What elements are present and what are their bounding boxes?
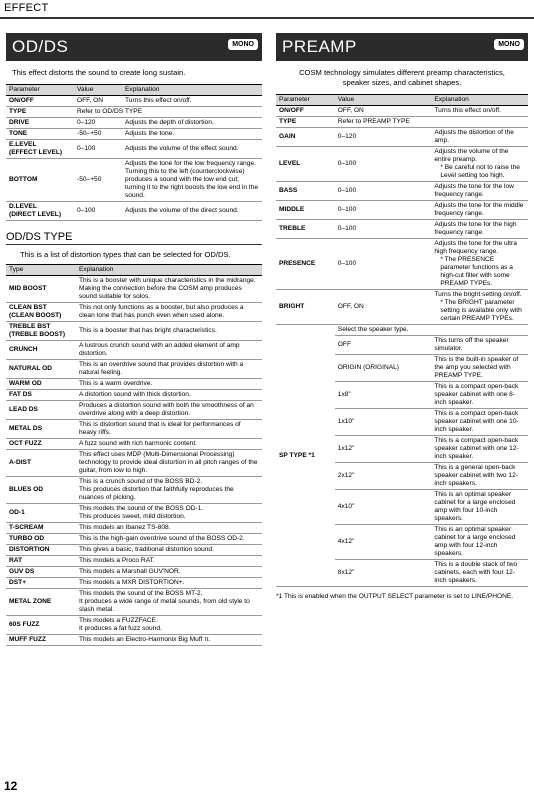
- type-label: TURBO OD: [9, 535, 45, 542]
- explanation-text: This is a booster that has bright characteristics.: [79, 327, 217, 334]
- explanation-text: This is a compact open-back speaker cabinet with one 8-inch speaker.: [434, 383, 519, 406]
- type-label: BLUES OD: [9, 486, 44, 493]
- parameter-label: PRESENCE: [279, 260, 316, 267]
- table-row: [276, 325, 528, 336]
- column-header: Explanation: [431, 95, 528, 106]
- parameter-name: [6, 129, 74, 140]
- type-name: [6, 589, 76, 616]
- type-label: OCT FUZZ: [9, 440, 42, 447]
- table-row: [276, 147, 528, 182]
- page-number: 12: [4, 779, 18, 793]
- odds-type-intro: This is a list of distortion types that can be selected for OD/DS.: [20, 250, 231, 259]
- type-label: A-DIST: [9, 459, 31, 466]
- type-label: RAT: [9, 557, 23, 564]
- value-cell: 0–100: [74, 140, 122, 159]
- type-label: WARM OD: [9, 380, 42, 387]
- explanation-text: This is the high-gain overdrive sound of the BOSS OD-2.: [79, 535, 245, 542]
- explanation-cell: [76, 303, 262, 322]
- explanation-text-extra: This produces distortion that faithfully reproduces the nuances of picking.: [79, 486, 234, 501]
- explanation-text: This is a general open-back speaker cabinet with two 12-inch speakers.: [434, 464, 518, 487]
- value-cell: 0–100: [335, 182, 432, 201]
- preamp-parameter-table: [276, 94, 528, 587]
- parameter-name: SP TYPE *1: [276, 325, 335, 587]
- explanation-text: This is a compact open-back speaker cabinet with one 10-inch speaker.: [434, 410, 519, 433]
- type-label: GUV DS: [9, 568, 35, 575]
- type-label: LEAD DS: [9, 406, 38, 413]
- explanation-text: Turns this effect on/off.: [125, 97, 192, 104]
- explanation-text: This is a double stack of two cabinets, each with four 12-inch speakers.: [434, 561, 518, 584]
- explanation-cell: [122, 118, 262, 129]
- parameter-label: TREBLE: [279, 225, 306, 232]
- table-row: [276, 220, 528, 239]
- parameter-label: LEVEL: [279, 160, 301, 167]
- explanation-text: Turns the bright setting on/off.: [434, 291, 522, 298]
- type-label-alt: (TREBLE BOOST): [9, 331, 66, 338]
- type-name: [6, 379, 76, 390]
- type-name: [6, 401, 76, 420]
- table-row: [6, 322, 262, 341]
- table-row: [276, 290, 528, 325]
- section-label: EFFECT: [4, 2, 49, 14]
- type-name: [6, 616, 76, 635]
- explanation-text: Turns this effect on/off.: [434, 107, 501, 114]
- explanation-text: Adjusts the tone for the high frequency range.: [434, 221, 517, 236]
- type-label: DST+: [9, 579, 27, 586]
- explanation-cell: [76, 556, 262, 567]
- parameter-name: [6, 159, 74, 202]
- type-name: [6, 556, 76, 567]
- value-cell: 1x8": [335, 382, 432, 409]
- odds-title: OD/DS: [12, 37, 69, 56]
- parameter-label: ON/OFF: [279, 107, 304, 114]
- explanation-cell: [431, 560, 528, 587]
- type-name: [6, 420, 76, 439]
- explanation-cell: [76, 616, 262, 635]
- explanation-text: Adjusts the tone for the low frequency range. Turning this to the left (counterclockwise) produces a sound with the low end cut; turning it to the right boosts the low end in the sound.: [125, 160, 259, 199]
- explanation-text-extra: It produces a fat fuzz sound.: [79, 625, 162, 632]
- explanation-note: * The BRIGHT parameter setting is available only with certain PREAMP TYPEs.: [440, 299, 522, 322]
- table-row: [276, 182, 528, 201]
- table-row: [6, 159, 262, 202]
- explanation-text: This models the sound of the BOSS MT-2.: [79, 590, 203, 597]
- explanation-text: Adjusts the volume of the entire preamp.: [434, 148, 509, 163]
- table-row: [6, 523, 262, 534]
- type-label: DISTORTION: [9, 546, 50, 553]
- explanation-text: This effect uses MDP (Multi-Dimensional Processing) technology to provide ideal distortion in all pitch ranges of the guitar, from low to high.: [79, 451, 258, 474]
- value-cell: OFF, ON: [335, 290, 432, 325]
- span-cell: Refer to PREAMP TYPE: [335, 117, 528, 128]
- type-name: [6, 477, 76, 504]
- type-name: [6, 439, 76, 450]
- top-rule: [0, 17, 534, 19]
- value-cell: 0–120: [335, 128, 432, 147]
- explanation-cell: [431, 409, 528, 436]
- explanation-cell: [431, 382, 528, 409]
- span-cell: Refer to OD/DS TYPE: [74, 107, 262, 118]
- explanation-cell: [122, 159, 262, 202]
- type-name: [6, 578, 76, 589]
- table-row: [6, 129, 262, 140]
- explanation-text: This is the built-in speaker of the amp you selected with PREAMP TYPE.: [434, 356, 519, 379]
- table-row: [6, 534, 262, 545]
- explanation-text: Adjusts the tone.: [125, 130, 175, 137]
- explanation-cell: [76, 567, 262, 578]
- table-row: [6, 276, 262, 303]
- explanation-text: Adjusts the tone for the middle frequency range.: [434, 202, 524, 217]
- table-row: [6, 589, 262, 616]
- table-row: [6, 578, 262, 589]
- value-cell: 1x10": [335, 409, 432, 436]
- explanation-text: Adjusts the depth of distortion.: [125, 119, 214, 126]
- type-name: [6, 450, 76, 477]
- parameter-label: D.LEVEL: [9, 203, 37, 210]
- explanation-cell: [431, 436, 528, 463]
- type-name: [6, 635, 76, 646]
- explanation-cell: [76, 276, 262, 303]
- preamp-footnote: *1 This is enabled when the OUTPUT SELECT parameter is set to LINE/PHONE.: [276, 593, 514, 600]
- explanation-text: A lustrous crunch sound with an added element of amp distortion.: [79, 342, 240, 357]
- value-cell: 4x12": [335, 525, 432, 560]
- parameter-label: DRIVE: [9, 119, 30, 126]
- odds-column: [6, 33, 262, 646]
- table-row: [6, 477, 262, 504]
- explanation-cell: [431, 290, 528, 325]
- explanation-cell: [76, 390, 262, 401]
- explanation-note: * The PRESENCE parameter functions as a high-cut filter with some PREAMP TYPEs.: [440, 256, 513, 287]
- parameter-label-alt: (EFFECT LEVEL): [9, 149, 63, 156]
- table-row: [6, 567, 262, 578]
- odds-banner: [6, 33, 262, 61]
- parameter-name: [276, 201, 335, 220]
- value-cell: OFF: [335, 336, 432, 355]
- explanation-text: This gives a basic, traditional distortion sound.: [79, 546, 214, 553]
- explanation-cell: [76, 360, 262, 379]
- value-cell: OFF, ON: [335, 106, 432, 117]
- odds-type-rule: [6, 244, 262, 245]
- table-row: [6, 545, 262, 556]
- explanation-cell: [76, 379, 262, 390]
- parameter-name: [6, 96, 74, 107]
- explanation-cell: [76, 589, 262, 616]
- type-label: FAT DS: [9, 391, 32, 398]
- explanation-text: Adjusts the distortion of the amp.: [434, 129, 514, 144]
- explanation-text: This turns off the speaker simulator.: [434, 337, 509, 352]
- explanation-text: Produces a distortion sound with both the smoothness of an overdrive along with a deep distortion.: [79, 402, 254, 417]
- explanation-text: Adjusts the volume of the effect sound.: [125, 145, 239, 152]
- parameter-name: [276, 290, 335, 325]
- type-name: [6, 523, 76, 534]
- table-row: [276, 239, 528, 290]
- type-label-alt: (CLEAN BOOST): [9, 312, 62, 319]
- type-name: [6, 545, 76, 556]
- value-cell: OFF, ON: [74, 96, 122, 107]
- type-label: METAL DS: [9, 425, 43, 432]
- type-label: 60S FUZZ: [9, 621, 40, 628]
- odds-parameter-table: [6, 84, 262, 221]
- explanation-text: A fuzz sound with rich harmonic content.: [79, 440, 198, 447]
- parameter-label: TYPE: [279, 118, 297, 125]
- type-name: [6, 360, 76, 379]
- type-name: [6, 322, 76, 341]
- parameter-label: BASS: [279, 187, 298, 194]
- parameter-name: [276, 106, 335, 117]
- explanation-cell: [76, 635, 262, 646]
- value-cell: 8x12": [335, 560, 432, 587]
- explanation-text: Adjusts the volume of the direct sound.: [125, 207, 239, 214]
- preamp-intro: COSM technology simulates different preamp characteristics, speaker sizes, and cabinet shapes.: [299, 68, 505, 87]
- type-label: CRUNCH: [9, 346, 38, 353]
- explanation-cell: [76, 545, 262, 556]
- table-header-row: [6, 265, 262, 276]
- explanation-text: This is a crunch sound of the BOSS BD-2.: [79, 478, 203, 485]
- mono-badge: MONO: [494, 39, 524, 50]
- table-row: [276, 128, 528, 147]
- explanation-cell: [431, 355, 528, 382]
- parameter-label: BRIGHT: [279, 303, 305, 310]
- table-row: [6, 118, 262, 129]
- type-label: METAL ZONE: [9, 598, 52, 605]
- explanation-cell: [431, 525, 528, 560]
- explanation-text: Adjusts the tone for the ultra high frequency range.: [434, 240, 517, 255]
- table-row: [6, 303, 262, 322]
- parameter-label: ON/OFF: [9, 97, 34, 104]
- explanation-cell: [431, 220, 528, 239]
- column-header: Explanation: [122, 85, 262, 96]
- explanation-text: This models an Ibanez TS-808.: [79, 524, 171, 531]
- explanation-cell: [76, 504, 262, 523]
- column-header: Parameter: [276, 95, 335, 106]
- preamp-column: [276, 33, 528, 600]
- value-cell: 0–120: [74, 118, 122, 129]
- table-row: [6, 379, 262, 390]
- odds-intro: This effect distorts the sound to create long sustain.: [12, 68, 186, 77]
- explanation-text: This models a MXR DISTORTION+.: [79, 579, 185, 586]
- explanation-cell: [76, 534, 262, 545]
- preamp-title: PREAMP: [282, 37, 357, 56]
- type-name: [6, 504, 76, 523]
- explanation-cell: [76, 322, 262, 341]
- explanation-text: This models a Proco RAT.: [79, 557, 155, 564]
- table-row: [6, 450, 262, 477]
- parameter-name: [276, 182, 335, 201]
- table-row: [6, 504, 262, 523]
- explanation-text: This models a FUZZFACE.: [79, 617, 158, 624]
- explanation-cell: [122, 140, 262, 159]
- value-cell: 4x10": [335, 490, 432, 525]
- type-label: TREBLE BST: [9, 323, 51, 330]
- type-name: [6, 303, 76, 322]
- type-label: T-SCREAM: [9, 524, 44, 531]
- table-header-row: [6, 85, 262, 96]
- explanation-text: This models the sound of the BOSS OD-1.: [79, 505, 204, 512]
- value-cell: 0–100: [335, 220, 432, 239]
- parameter-label: E.LEVEL: [9, 141, 37, 148]
- parameter-label: GAIN: [279, 133, 296, 140]
- value-cell: 0–100: [74, 202, 122, 221]
- parameter-label: TYPE: [9, 108, 27, 115]
- parameter-name: [6, 118, 74, 129]
- explanation-cell: [76, 341, 262, 360]
- type-label: OD-1: [9, 509, 25, 516]
- value-cell: 0–100: [335, 147, 432, 182]
- value-cell: ORIGIN (ORIGINAL): [335, 355, 432, 382]
- span-cell: Select the speaker type.: [335, 325, 528, 336]
- table-row: [276, 117, 528, 128]
- explanation-cell: [76, 523, 262, 534]
- parameter-name: [6, 140, 74, 159]
- value-cell: 0–100: [335, 201, 432, 220]
- mono-badge: MONO: [228, 39, 258, 50]
- value-cell: 2x12": [335, 463, 432, 490]
- parameter-name: [276, 147, 335, 182]
- value-cell: 0–100: [335, 239, 432, 290]
- explanation-cell: [122, 96, 262, 107]
- explanation-cell: [76, 450, 262, 477]
- explanation-cell: [431, 336, 528, 355]
- table-row: [6, 107, 262, 118]
- odds-type-title: OD/DS TYPE: [6, 231, 73, 243]
- explanation-cell: [431, 239, 528, 290]
- parameter-name: [276, 220, 335, 239]
- odds-type-table: [6, 264, 262, 646]
- parameter-label: BOTTOM: [9, 176, 38, 183]
- type-label: MUFF FUZZ: [9, 636, 46, 643]
- type-label: MID BOOST: [9, 285, 47, 292]
- explanation-text: This is a compact open-back speaker cabinet with one 12-inch speaker.: [434, 437, 519, 460]
- explanation-cell: [431, 128, 528, 147]
- explanation-cell: [431, 106, 528, 117]
- explanation-cell: [431, 201, 528, 220]
- parameter-label: TONE: [9, 130, 28, 137]
- table-row: [6, 401, 262, 420]
- preamp-banner: [276, 33, 528, 61]
- explanation-cell: [431, 463, 528, 490]
- explanation-text-extra: Making the connection before the COSM amp produces sound suitable for solos.: [79, 285, 242, 300]
- value-cell: -50–+50: [74, 159, 122, 202]
- table-row: [6, 96, 262, 107]
- explanation-text: This models an Electro-Harmonix Big Muff π.: [79, 636, 211, 643]
- type-name: [6, 567, 76, 578]
- type-name: [6, 276, 76, 303]
- parameter-name: [6, 107, 74, 118]
- value-cell: 1x12": [335, 436, 432, 463]
- table-row: [6, 390, 262, 401]
- parameter-name: [276, 239, 335, 290]
- explanation-text-extra: It produces a wide range of metal sounds, from old style to slash metal.: [79, 598, 250, 613]
- explanation-cell: [431, 490, 528, 525]
- parameter-label: MIDDLE: [279, 206, 305, 213]
- explanation-cell: [76, 439, 262, 450]
- table-row: [6, 420, 262, 439]
- table-row: [276, 201, 528, 220]
- explanation-cell: [76, 401, 262, 420]
- type-label: NATURAL OD: [9, 365, 52, 372]
- column-header: Value: [74, 85, 122, 96]
- column-header: Value: [335, 95, 432, 106]
- explanation-cell: [76, 420, 262, 439]
- table-row: [6, 341, 262, 360]
- column-header: Explanation: [76, 265, 262, 276]
- column-header: Parameter: [6, 85, 74, 96]
- table-row: [6, 616, 262, 635]
- parameter-label-alt: (DIRECT LEVEL): [9, 211, 62, 218]
- explanation-text: This is an optimal speaker cabinet for a large enclosed amp with four 12-inch speakers.: [434, 526, 516, 557]
- explanation-text: This is an optimal speaker cabinet for a large enclosed amp with four 10-inch speakers.: [434, 491, 516, 522]
- table-row: [6, 360, 262, 379]
- explanation-text: This models a Marshall GUV'NOR.: [79, 568, 181, 575]
- value-cell: -50–+50: [74, 129, 122, 140]
- explanation-text: A distortion sound with thick distortion.: [79, 391, 191, 398]
- table-row: [6, 439, 262, 450]
- type-name: [6, 534, 76, 545]
- explanation-text: This is a warm overdrive.: [79, 380, 153, 387]
- explanation-text: This is an overdrive sound that provides distortion with a natural feeling.: [79, 361, 244, 376]
- type-name: [6, 341, 76, 360]
- table-row: [6, 140, 262, 159]
- parameter-name: [6, 202, 74, 221]
- table-row: [276, 106, 528, 117]
- table-header-row: [276, 95, 528, 106]
- explanation-text: This is distortion sound that is ideal for performances of heavy riffs.: [79, 421, 241, 436]
- explanation-text-extra: This produces sweet, mild distortion.: [79, 513, 186, 520]
- explanation-text: This is a booster with unique characteristics in the midrange.: [79, 277, 256, 284]
- explanation-cell: [431, 182, 528, 201]
- table-row: [6, 556, 262, 567]
- parameter-name: [276, 117, 335, 128]
- explanation-note: * Be careful not to raise the Level setting too high.: [440, 164, 520, 179]
- explanation-cell: [76, 578, 262, 589]
- parameter-name: [276, 128, 335, 147]
- explanation-cell: [122, 202, 262, 221]
- explanation-text: Adjusts the tone for the low frequency range.: [434, 183, 514, 198]
- explanation-cell: [76, 477, 262, 504]
- explanation-cell: [431, 147, 528, 182]
- type-label: CLEAN BST: [9, 304, 47, 311]
- table-row: [6, 635, 262, 646]
- explanation-text: This not only functions as a booster, but also produces a clean tone that has punch even when used alone.: [79, 304, 244, 319]
- explanation-cell: [122, 129, 262, 140]
- table-row: [6, 202, 262, 221]
- type-name: [6, 390, 76, 401]
- column-header: Type: [6, 265, 76, 276]
